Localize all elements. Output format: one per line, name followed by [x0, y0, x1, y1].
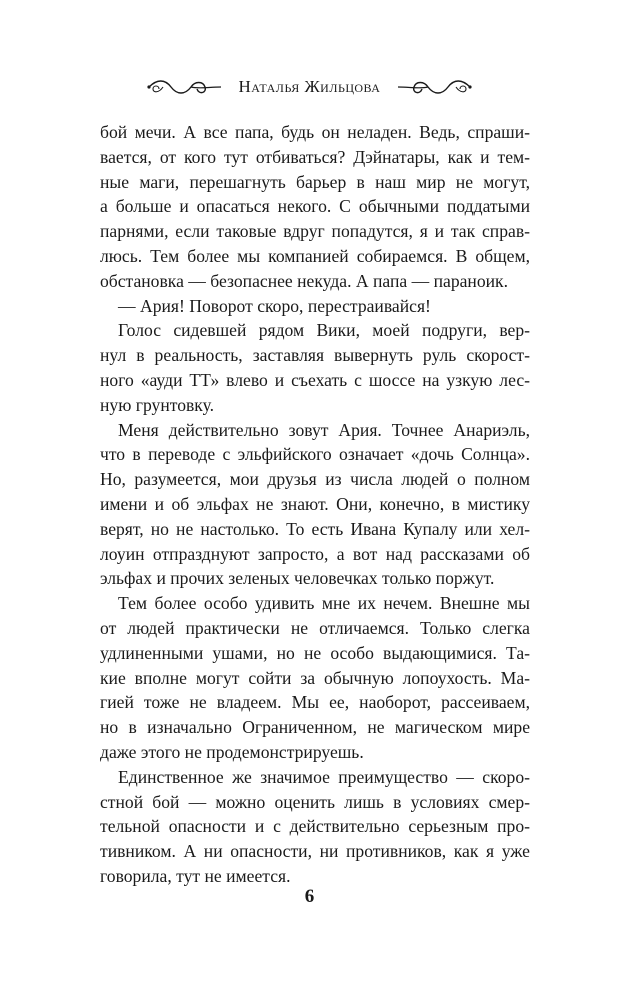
flourish-ornament-left-icon — [145, 75, 225, 99]
text-line: люсь. Тем более мы компанией собираемся. В общем, — [100, 245, 530, 266]
page-number: 6 — [304, 886, 315, 907]
text-line: Единственное же значимое преимущество — скоро- — [118, 766, 530, 787]
text-line: вается, от кого тут отбиваться? Дэйнатары, как и тем- — [100, 146, 530, 167]
text-line: Но, разумеется, мои друзья из числа людей о полном — [100, 469, 530, 490]
text-line: что в переводе с эльфийского означает «дочь Солнца». — [100, 444, 530, 465]
text-line: тельной опасности и с действительно серьезным про- — [100, 816, 530, 837]
author-name: Наталья Жильцова — [238, 77, 381, 96]
running-header — [0, 72, 619, 102]
paragraph — [100, 120, 530, 294]
text-line: стной бой — можно оценить лишь в условиях смер- — [100, 791, 530, 812]
text-line: лоуин отпразднуют запросто, а вот над рассказами об — [100, 543, 530, 564]
text-line: нул в реальность, заставляя вывернуть руль скорост- — [100, 345, 530, 366]
flourish-ornament-right-icon — [394, 75, 474, 99]
text-line: Меня действительно зовут Ария. Точнее Анариэль, — [118, 419, 530, 440]
paragraph — [100, 418, 530, 592]
text-line: от людей практически не отличаемся. Только слегка — [100, 617, 530, 638]
text-line: кие вполне могут сойти за обычную лопоухость. Ма- — [100, 667, 530, 688]
text-line: ные маги, перешагнуть барьер в наш мир не могут, — [100, 171, 530, 192]
text-line: эльфах и прочих зеленых человечках только поржут. — [100, 568, 495, 589]
text-line: имени и об эльфах не знают. Они, конечно, в мистику — [100, 493, 530, 514]
text-line: ную грунтовку. — [100, 394, 215, 415]
paragraph — [100, 318, 530, 417]
text-line: тивником. А ни опасности, ни противников, как я уже — [100, 841, 530, 862]
text-line: Тем более особо удивить мне их нечем. Внешне мы — [118, 593, 530, 614]
text-line: ного «ауди ТТ» влево и съехать с шоссе на узкую лес- — [100, 369, 530, 390]
text-line: Голос сидевшей рядом Вики, моей подруги, вер- — [118, 320, 530, 341]
paragraph — [100, 591, 530, 765]
text-line: — Ария! Поворот скоро, перестраивайся! — [118, 295, 431, 316]
text-line: верят, но не настолько. То есть Ивана Купалу или хел- — [100, 518, 530, 539]
paragraph — [100, 294, 530, 319]
text-line: парнями, если таковые вдруг попадутся, я и так справ- — [100, 221, 530, 242]
paragraph — [100, 765, 530, 889]
text-line: но в изначально Ограниченном, не магическом мире — [100, 717, 530, 738]
body-text — [100, 120, 530, 889]
text-line: удлиненными ушами, но не особо выдающимися. Та- — [100, 642, 530, 663]
text-line: говорила, тут не имеется. — [100, 865, 291, 886]
text-line: бой мечи. А все папа, будь он неладен. Ведь, спраши- — [100, 122, 530, 142]
text-line: гией тоже не владеем. Мы ее, наоборот, рассеиваем, — [100, 692, 530, 713]
text-line: даже этого не продемонстрируешь. — [100, 741, 364, 762]
text-line: обстановка — безопаснее некуда. А папа — параноик. — [100, 270, 509, 291]
text-line: а больше и опасаться некого. С обычными поддатыми — [100, 196, 530, 217]
